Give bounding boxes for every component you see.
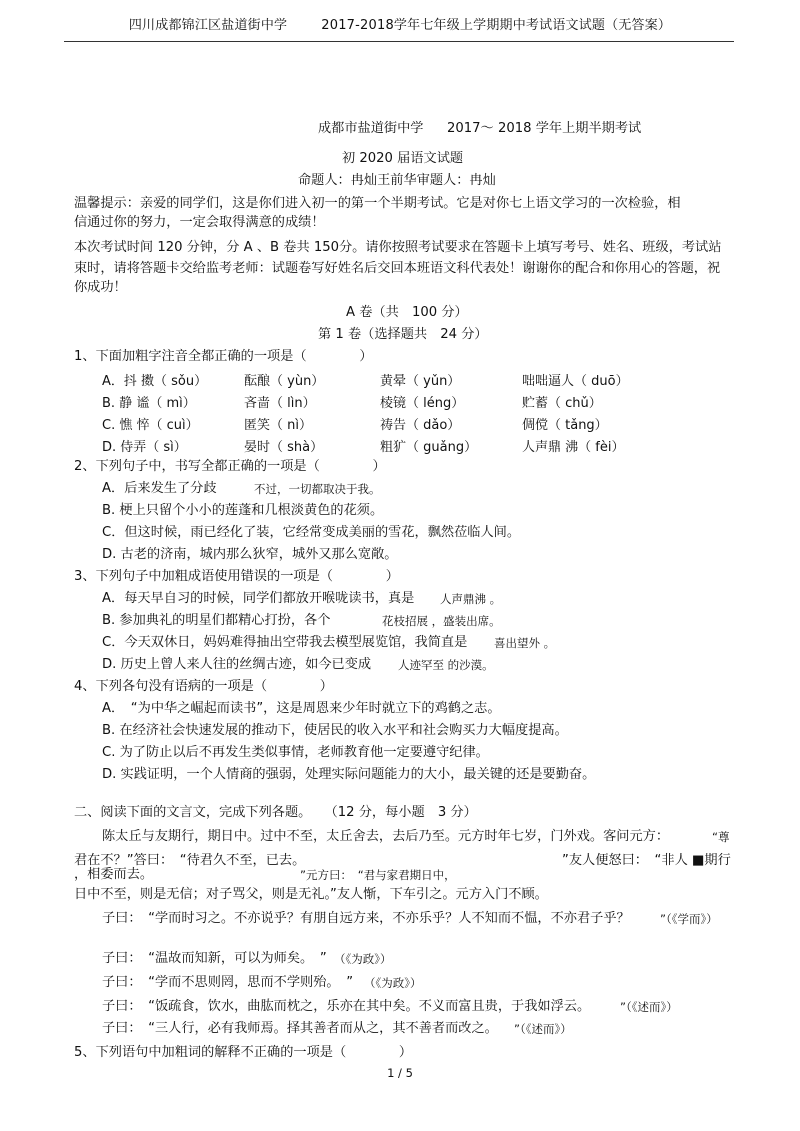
q2-option-a-tail: 不过，一切都取决于我。 bbox=[254, 482, 381, 496]
exam-school: 成都市盐道街中学 bbox=[318, 121, 424, 136]
q4-stem: 4、下列各句没有语病的一项是（ ） bbox=[74, 679, 333, 694]
q1-d-col4: 人声鼎 沸（ fèi） bbox=[522, 440, 625, 455]
passage-line-2: 君在不？”答曰： “待君久不至，已去。 bbox=[74, 853, 306, 868]
q1-d-col2: 晏时（ shà） bbox=[244, 440, 324, 455]
q2-option-a: A．后来发生了分歧 bbox=[102, 481, 217, 496]
section-part-1: 第 1 卷（选择题共 24 分） bbox=[318, 327, 488, 342]
passage-line-1: 陈太丘与友期行，期日中。过中不至，太丘舍去，去后乃至。元方时年七岁，门外戏。客问元方： bbox=[102, 829, 670, 844]
passage-line-3: ，相委而去。 bbox=[74, 867, 154, 882]
notice-line-4: 束时，请将答题卡交给监考老师：试题卷写好姓名后交回本班语文科代表处！谢谢你的配合和你用心的答题，祝 bbox=[74, 261, 721, 276]
passage-line-1-tail: “尊 bbox=[712, 830, 730, 844]
header-divider bbox=[64, 41, 734, 42]
q1-a-col3: 黄晕（ yǔn） bbox=[380, 374, 461, 389]
section-a-paper: A 卷（共 100 分） bbox=[346, 305, 468, 320]
header-school: 四川成都锦江区盐道街中学 bbox=[128, 18, 288, 33]
analects-4: 子曰： “饭疏食，饮水，曲肱而枕之，乐亦在其中矣。不义而富且贵，于我如浮云。 bbox=[102, 999, 591, 1014]
notice-line-2: 信通过你的努力，一定会取得满意的成绩！ bbox=[74, 215, 325, 230]
passage-line-4-tail: ”友人惭，下车引之。元方入门不顾。 bbox=[330, 887, 548, 902]
q1-stem: 1、下面加粗字注音全都正确的一项是（ ） bbox=[74, 349, 373, 364]
q2-option-b: B. 梗上只留个小小的莲蓬和几根淡黄色的花须。 bbox=[102, 503, 384, 518]
q1-c-col2: 匿笑（ nì） bbox=[244, 418, 312, 433]
q1-b-col2: 吝啬（ lìn） bbox=[244, 396, 316, 411]
q1-c-col4: 倜傥（ tǎng） bbox=[522, 418, 608, 433]
part2-stem: 二、阅读下面的文言文，完成下列各题。 （12 分，每小题 3 分） bbox=[74, 805, 477, 820]
q4-option-d: D. 实践证明，一个人情商的强弱，处理实际问题能力的大小，最关键的还是要勤奋。 bbox=[102, 767, 596, 782]
q2-option-c: C．但这时候，雨已经化了装，它经常变成美丽的雪花，飘然莅临人间。 bbox=[102, 525, 521, 540]
q3-option-d-tail: 人迹罕至 的沙漠。 bbox=[398, 658, 494, 672]
analects-2-source: （《为政》） bbox=[334, 952, 392, 966]
q4-option-b: B. 在经济社会快速发展的推动下，使居民的收入水平和社会购买力大幅度提高。 bbox=[102, 723, 568, 738]
analects-2: 子曰： “温故而知新，可以为师矣。 ” bbox=[102, 951, 327, 966]
header-title: 2017-2018学年七年级上学期期中考试语文试题（无答案） bbox=[321, 18, 672, 33]
q1-a-col4: 咄咄逼人（ duō） bbox=[522, 374, 629, 389]
exam-term: 2017～ 2018 学年上期半期考试 bbox=[447, 121, 642, 136]
q3-stem: 3、下列句子中加粗成语使用错误的一项是（ ） bbox=[74, 569, 399, 584]
passage-line-4: 日中不至，则是无信；对子骂父，则是无礼。 bbox=[74, 887, 338, 902]
q3-option-c: C．今天双休日，妈妈难得抽出空带我去模型展览馆，我简直是 bbox=[102, 635, 468, 650]
q3-option-b: B. 参加典礼的明星们都精心打扮，各个 bbox=[102, 613, 331, 628]
analects-1-source: ”（《学而》） bbox=[660, 912, 718, 926]
q1-a-col1: A．抖 擞（ sǒu） bbox=[102, 374, 208, 389]
passage-line-3-tail: ”元方曰： “君与家君期日中， bbox=[300, 868, 456, 882]
q4-option-a: A． “为中华之崛起而读书”，这是周恩来少年时就立下的鸡鹤之志。 bbox=[102, 701, 501, 716]
q1-c-col1: C. 憔 悴（ cuì） bbox=[102, 418, 199, 433]
analects-4-source: ”（《述而》） bbox=[620, 1000, 678, 1014]
q1-d-col1: D. 侍弄（ sì） bbox=[102, 440, 187, 455]
q3-option-c-tail: 喜出望外 。 bbox=[494, 636, 556, 650]
q3-option-b-tail: 花枝招展 ，盛装出席。 bbox=[382, 614, 501, 628]
exam-authors: 命题人：冉灿王前华审题人：冉灿 bbox=[298, 173, 496, 188]
q1-c-col3: 祷告（ dǎo） bbox=[380, 418, 461, 433]
q1-b-col3: 棱镜（ léng） bbox=[380, 396, 465, 411]
q3-option-a-tail: 人声鼎沸 。 bbox=[440, 592, 502, 606]
analects-1: 子曰： “学而时习之。不亦说乎？有朋自远方来，不亦乐乎？人不知而不愠，不亦君子乎？ bbox=[102, 911, 630, 926]
notice-line-1: 温馨提示：亲爱的同学们，这是你们进入初一的第一个半期考试。它是对你七上语文学习的一次检验，相 bbox=[74, 196, 681, 211]
q2-option-d: D. 古老的济南，城内那么狄窄，城外又那么宽敞。 bbox=[102, 547, 398, 562]
notice-line-5: 你成功！ bbox=[74, 280, 127, 295]
analects-3: 子曰： “学而不思则罔，思而不学则殆。 ” bbox=[102, 975, 354, 990]
exam-subject: 初 2020 届语文试题 bbox=[342, 151, 464, 166]
q3-option-d: D. 历史上曾人来人往的丝绸古迹，如今已变成 bbox=[102, 657, 372, 672]
q1-d-col3: 粗犷（ guǎng） bbox=[380, 440, 478, 455]
analects-3-source: （《为政》） bbox=[364, 976, 422, 990]
running-header bbox=[0, 14, 800, 33]
q4-option-c: C. 为了防止以后不再发生类似事情，老师教育他一定要遵守纪律。 bbox=[102, 745, 489, 760]
analects-5: 子曰： “三人行，必有我师焉。择其善者而从之，其不善者而改之。 bbox=[102, 1021, 498, 1036]
notice-line-3: 本次考试时间 120 分钟，分 A 、B 卷共 150分。请你按照考试要求在答题卡上填写考号、姓名、班级，考试站 bbox=[74, 240, 722, 255]
passage-line-2-tail: ”友人便怒曰： “非人 ■期行 bbox=[562, 853, 731, 868]
q3-option-a: A．每天早自习的时候，同学们都放开喉咙读书，真是 bbox=[102, 591, 415, 606]
q5-stem: 5、下列语句中加粗词的解释不正确的一项是（ ） bbox=[74, 1045, 413, 1060]
q2-stem: 2、下列句子中，书写全都正确的一项是（ ） bbox=[74, 459, 386, 474]
page-number: 1 / 5 bbox=[387, 1066, 413, 1080]
q1-a-col2: 酝酿（ yùn） bbox=[244, 374, 325, 389]
analects-5-source: ”（《述而》） bbox=[514, 1022, 572, 1036]
q1-b-col4: 贮蓄（ chǔ） bbox=[522, 396, 602, 411]
q1-b-col1: B. 静 谧（ mì） bbox=[102, 396, 196, 411]
